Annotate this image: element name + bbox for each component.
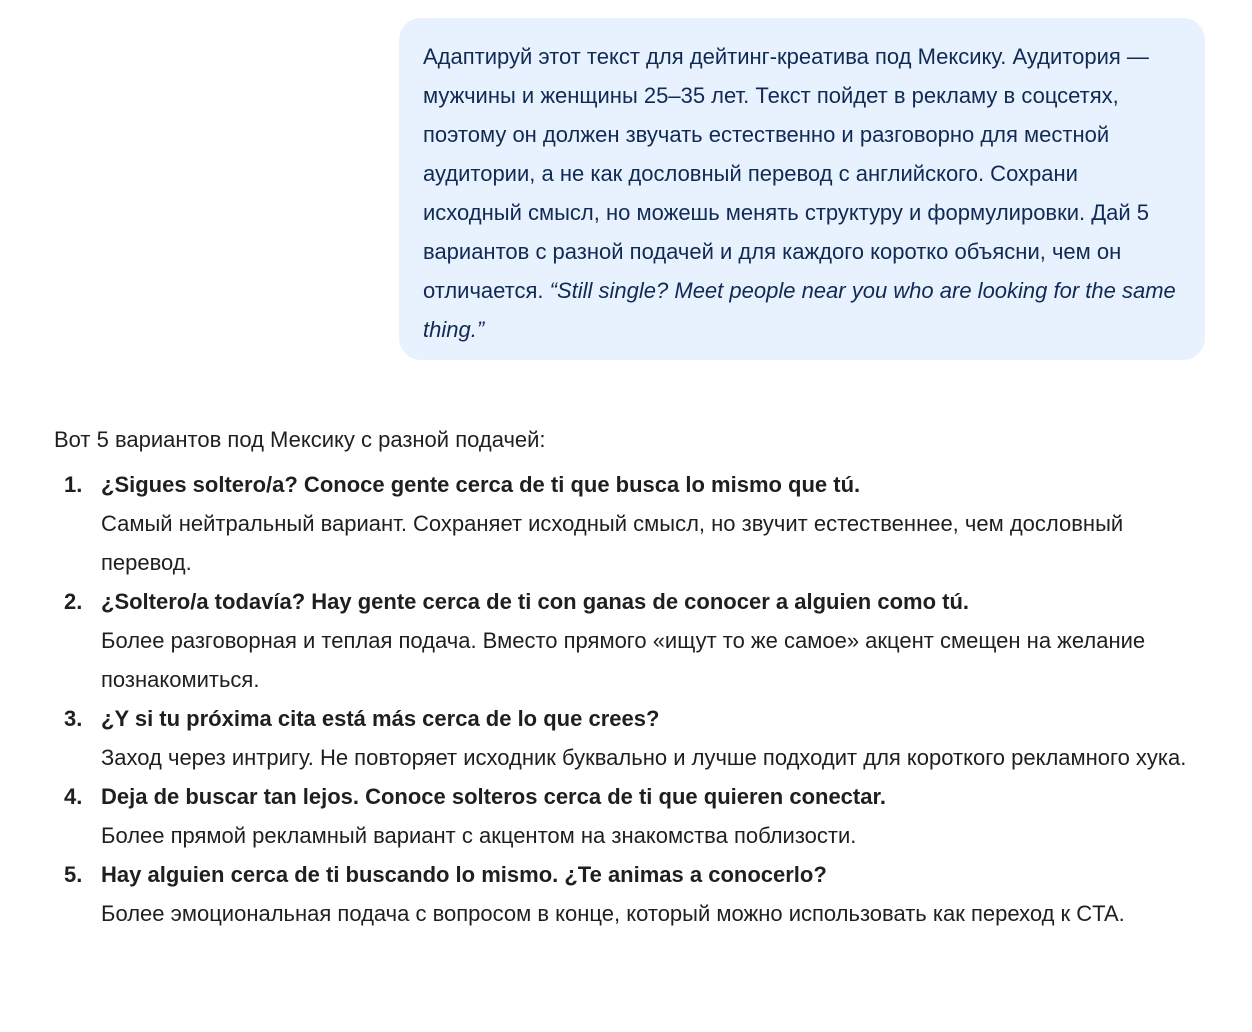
list-item (54, 582, 1214, 699)
variants-list (54, 465, 1214, 933)
list-item-number: 2. (64, 589, 83, 614)
variant-description: Более прямой рекламный вариант с акцентом на знакомства поблизости. (101, 823, 857, 848)
variant-description: Более эмоциональная подача с вопросом в конце, который можно использовать как переход к CTA. (101, 901, 1125, 926)
list-item-number: 3. (64, 706, 83, 731)
variant-description: Более разговорная и теплая подача. Вместо прямого «ищут то же самое» акцент смещен на желание познакомиться. (101, 628, 1146, 692)
variant-text: Deja de buscar tan lejos. Conoce solteros cerca de ti que quieren conectar. (101, 784, 886, 809)
assistant-intro: Вот 5 вариантов под Мексику с разной подачей: (54, 427, 546, 452)
list-item (54, 699, 1214, 777)
variant-text: ¿Soltero/a todavía? Hay gente cerca de ti con ganas de conocer a alguien como tú. (101, 589, 970, 614)
variant-description: Самый нейтральный вариант. Сохраняет исходный смысл, но звучит естественнее, чем дословный перевод. (101, 511, 1124, 575)
list-item-number: 5. (64, 862, 83, 887)
list-item-number: 1. (64, 472, 83, 497)
user-message-text: Адаптируй этот текст для дейтинг-креатива под Мексику. Аудитория — мужчины и женщины 25–35 лет. Текст пойдет в рекламу в соцсетях, поэтому он должен звучать естественно и разговорно для местной аудитории, а не как дословный перевод с английского. Сохрани исходный смысл, но можешь менять структуру и формулировки. Дай 5 вариантов с разной подачей и для каждого коротко объясни, чем он отличается. (423, 44, 1150, 303)
variant-description: Заход через интригу. Не повторяет исходник буквально и лучше подходит для короткого рекламного хука. (101, 745, 1187, 770)
user-message-bubble (399, 18, 1205, 360)
variant-text: ¿Y si tu próxima cita está más cerca de lo que crees? (101, 706, 660, 731)
list-item (54, 465, 1214, 582)
list-item-number: 4. (64, 784, 83, 809)
list-item (54, 777, 1214, 855)
assistant-message (54, 420, 1214, 933)
user-message-quote: “Still single? Meet people near you who are looking for the same thing.” (423, 278, 1176, 342)
list-item (54, 855, 1214, 933)
variant-text: ¿Sigues soltero/a? Conoce gente cerca de ti que busca lo mismo que tú. (101, 472, 861, 497)
variant-text: Hay alguien cerca de ti buscando lo mismo. ¿Te animas a conocerlo? (101, 862, 827, 887)
